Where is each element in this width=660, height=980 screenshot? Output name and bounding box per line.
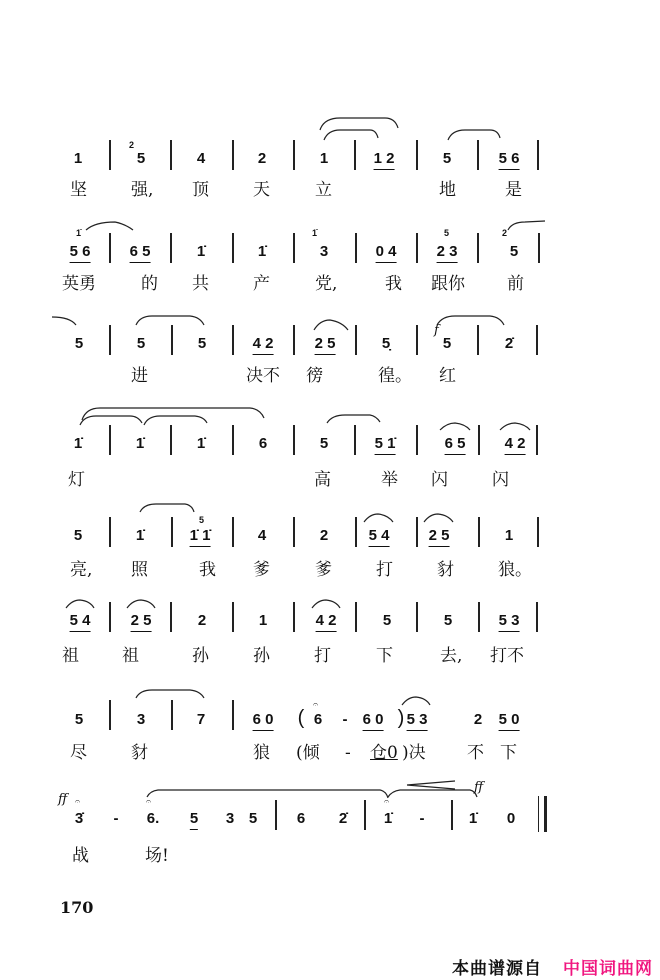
grace-note: 2 <box>502 228 508 238</box>
barline <box>293 140 295 170</box>
note-pair: 2 5 <box>429 527 450 547</box>
fermata-icon: 𝄐 <box>313 699 319 709</box>
barline <box>477 325 479 355</box>
lyric: 决不 <box>246 366 280 386</box>
fermata-icon: 𝄐 <box>384 796 390 806</box>
note: 6 <box>313 711 323 728</box>
note-pair: 2 5 <box>131 612 152 632</box>
lyric: 是 <box>505 180 522 200</box>
barline <box>536 602 538 632</box>
barline <box>170 602 172 632</box>
barline <box>170 425 172 455</box>
lyric: 狼 <box>253 743 270 763</box>
lyric: 党, <box>315 274 338 294</box>
note-high-octave: 1̇ <box>73 435 83 452</box>
note-pair: 6 0 <box>253 711 274 731</box>
note-high-octave: 2̇ <box>504 335 514 352</box>
lyric: 仓0 <box>370 743 398 763</box>
dynamic-fortissimo: ff <box>474 780 484 795</box>
note: 5 <box>74 335 84 352</box>
barline <box>538 233 540 263</box>
lyric: 灯 <box>68 470 85 490</box>
barline <box>232 325 234 355</box>
open-paren: ( <box>297 707 305 729</box>
note-pair: 4 2 <box>505 435 526 455</box>
note: 1 <box>73 150 83 167</box>
note-pair: 4 2 <box>253 335 274 355</box>
lyric: 豺 <box>131 743 148 763</box>
lyric: 地 <box>439 180 456 200</box>
lyric: 战 <box>72 846 89 866</box>
note-high-octave: 2̇ <box>338 810 348 827</box>
dynamic-fortissimo: ff <box>58 792 68 807</box>
barline <box>109 233 111 263</box>
lyric: 高 <box>314 470 331 490</box>
close-paren: ) <box>397 707 405 729</box>
note: 1 <box>258 612 268 629</box>
lyric: 去, <box>440 646 463 666</box>
note: 5 <box>197 335 207 352</box>
note: 4 <box>196 150 206 167</box>
lyric: 红 <box>439 366 456 386</box>
barline <box>537 517 539 547</box>
rest: 0 <box>506 810 516 827</box>
note-high-octave: 3̇ <box>74 810 84 827</box>
note: 1 <box>319 150 329 167</box>
dash: - <box>342 711 348 728</box>
note-pair: 5 4 <box>70 612 91 632</box>
note-pair: 5 3 <box>407 711 428 731</box>
dash: - <box>113 810 119 827</box>
barline <box>171 325 173 355</box>
barline <box>232 233 234 263</box>
barline <box>416 233 418 263</box>
note: 6 <box>258 435 268 452</box>
barline <box>355 325 357 355</box>
grace-note: 1̇ <box>312 228 318 238</box>
barline <box>416 517 418 547</box>
note: 2 <box>197 612 207 629</box>
barline <box>451 800 453 830</box>
lyric: 孙 <box>253 646 270 666</box>
barline <box>232 602 234 632</box>
lyric: 祖 <box>62 646 79 666</box>
note-pair: 4 2 <box>316 612 337 632</box>
lyric: 强, <box>131 180 154 200</box>
note-pair: 2 5 <box>315 335 336 355</box>
note-high-octave: 1̇ <box>468 810 478 827</box>
watermark-prefix: 本曲谱源自 <box>452 959 542 979</box>
note: 5 <box>509 243 519 260</box>
barline <box>109 602 111 632</box>
barline <box>293 425 295 455</box>
barline <box>275 800 277 830</box>
barline <box>293 517 295 547</box>
barline <box>232 517 234 547</box>
note: 5 <box>319 435 329 452</box>
lyric: 跟你 <box>431 274 465 294</box>
barline <box>293 602 295 632</box>
barline <box>478 602 480 632</box>
lyric: 祖 <box>122 646 139 666</box>
final-barline <box>538 796 547 832</box>
barline <box>293 233 295 263</box>
note: 5 <box>190 810 198 830</box>
barline <box>355 233 357 263</box>
barline <box>355 517 357 547</box>
note-pair: 5 6 <box>70 243 91 263</box>
note-pair: 6 0 <box>363 711 384 731</box>
note: 5 <box>136 150 146 167</box>
note: 1 <box>504 527 514 544</box>
note-pair: 5 0 <box>499 711 520 731</box>
lyric: 爹 <box>315 560 332 580</box>
barline <box>537 140 539 170</box>
lyric: 徨。 <box>378 366 412 386</box>
note: 3 <box>136 711 146 728</box>
barline <box>478 517 480 547</box>
lyric: 我 <box>199 560 216 580</box>
note: 5 <box>382 612 392 629</box>
lyric: 立 <box>315 180 332 200</box>
dash: - <box>419 810 425 827</box>
lyric: 打不 <box>490 646 524 666</box>
note: 4 <box>257 527 267 544</box>
lyric: 亮, <box>70 560 93 580</box>
lyric: 场! <box>145 846 169 866</box>
note-high-octave: 1̇ <box>383 810 393 827</box>
barline <box>416 425 418 455</box>
note-pair: 0 4 <box>376 243 397 263</box>
note-pair: 6 5 <box>130 243 151 263</box>
fermata-icon: 𝄐 <box>146 796 152 806</box>
note-high-octave: 1̇ <box>196 435 206 452</box>
lyric: 打 <box>314 646 331 666</box>
barline <box>109 517 111 547</box>
note: 6 <box>296 810 306 827</box>
barline <box>109 325 111 355</box>
lyric: 闪 <box>431 470 448 490</box>
lyric: 照 <box>131 560 148 580</box>
barline <box>170 233 172 263</box>
lyric: 打 <box>376 560 393 580</box>
lyric: 孙 <box>192 646 209 666</box>
lyric: 共 <box>192 274 209 294</box>
grace-note: 5 <box>444 228 450 238</box>
barline <box>477 233 479 263</box>
barline <box>232 700 234 730</box>
lyric: (倾 <box>296 743 320 763</box>
note: 7 <box>196 711 206 728</box>
note-pair: 1 2 <box>374 150 395 170</box>
barline <box>364 800 366 830</box>
note: 5 <box>73 527 83 544</box>
note-high-octave: 1̇ <box>135 435 145 452</box>
lyric: 下 <box>376 646 393 666</box>
note-pair: 5 1̇ <box>375 435 396 455</box>
dynamic-forte: f <box>434 323 439 338</box>
note: 3 <box>319 243 329 260</box>
grace-note: 2 <box>129 140 135 150</box>
fermata-icon: 𝄐 <box>75 796 81 806</box>
barline <box>232 140 234 170</box>
lyric: 顶 <box>192 180 209 200</box>
barline <box>536 425 538 455</box>
note-high-octave: 1̇ <box>135 527 145 544</box>
note: 5 <box>136 335 146 352</box>
note-dotted: 6. <box>146 810 160 827</box>
lyric: 爹 <box>253 560 270 580</box>
barline <box>478 425 480 455</box>
barline <box>416 602 418 632</box>
barline <box>232 425 234 455</box>
barline <box>416 140 418 170</box>
note-pair: 5 6 <box>499 150 520 170</box>
barline <box>109 700 111 730</box>
note: 5 <box>443 612 453 629</box>
barline <box>293 325 295 355</box>
barline <box>171 700 173 730</box>
note: 1̇ <box>257 243 267 260</box>
watermark-site-link[interactable]: 中国词曲网 <box>563 959 653 979</box>
note-pair: 2 3 <box>437 243 458 263</box>
lyric: 坚 <box>70 180 87 200</box>
lyric: 不 <box>467 743 484 763</box>
grace-note: 1̇ <box>76 228 82 238</box>
note: 3 <box>225 810 235 827</box>
lyric: 前 <box>507 274 524 294</box>
page-number: 170 <box>60 898 94 917</box>
barline <box>109 425 111 455</box>
note-pair: 5 4 <box>369 527 390 547</box>
lyric: 狼。 <box>498 560 532 580</box>
barline <box>536 325 538 355</box>
note: 5 <box>248 810 258 827</box>
barline <box>171 517 173 547</box>
lyric: )决 <box>402 743 426 763</box>
note: 2 <box>319 527 329 544</box>
lyric: 我 <box>385 274 402 294</box>
note-pair: 1̇ 1̇ <box>190 527 211 547</box>
note-pair: 5 3 <box>499 612 520 632</box>
note: 5 <box>442 150 452 167</box>
note-low-octave: 5̣ <box>381 335 391 352</box>
lyric: 豺 <box>437 560 454 580</box>
note: 1̇ <box>196 243 206 260</box>
lyric: 举 <box>381 470 398 490</box>
lyric: 的 <box>141 274 158 294</box>
lyric: 进 <box>131 366 148 386</box>
note-pair: 6 5 <box>445 435 466 455</box>
barline <box>170 140 172 170</box>
barline <box>354 140 356 170</box>
note: 5 <box>74 711 84 728</box>
barline <box>477 140 479 170</box>
note: 5 <box>442 335 452 352</box>
note: 2 <box>257 150 267 167</box>
barline <box>354 425 356 455</box>
grace-note: 5 <box>199 515 205 525</box>
note: 2 <box>473 711 483 728</box>
barline <box>109 140 111 170</box>
lyric: 闪 <box>492 470 509 490</box>
lyric: - <box>345 743 351 763</box>
barline <box>416 325 418 355</box>
lyric: 尽 <box>70 743 87 763</box>
lyric: 天 <box>253 180 270 200</box>
barline <box>355 602 357 632</box>
lyric: 徬 <box>306 366 323 386</box>
lyric: 下 <box>500 743 517 763</box>
lyric: 英勇 <box>62 274 96 294</box>
lyric: 产 <box>253 274 270 294</box>
